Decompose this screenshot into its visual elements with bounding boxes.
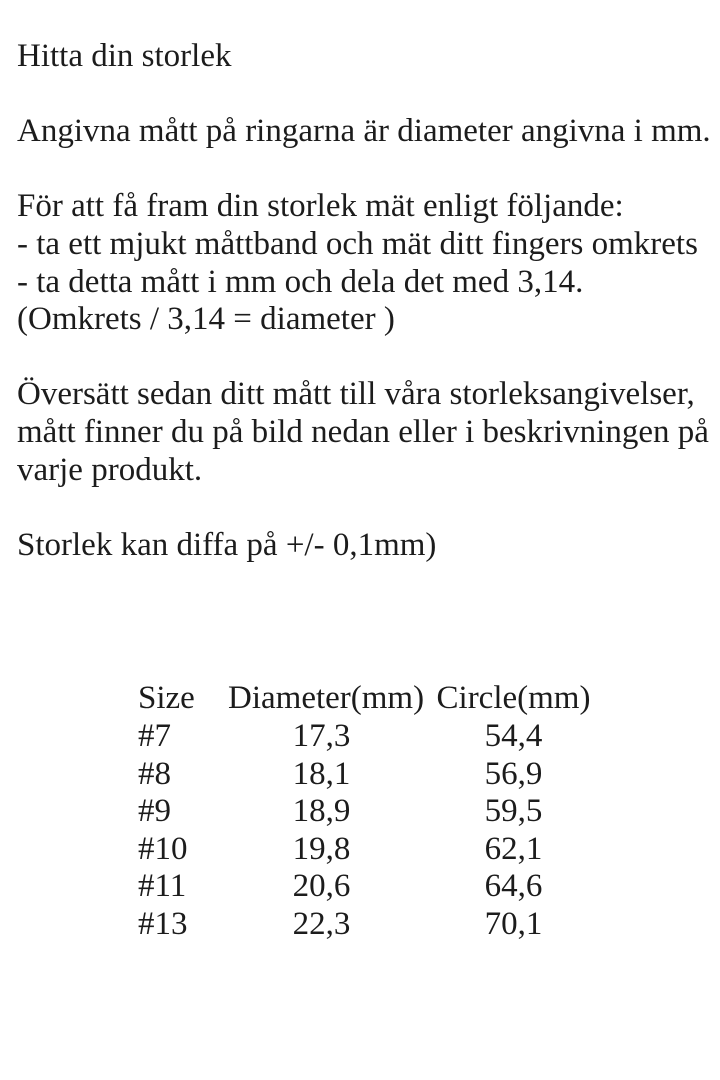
table-cell-circle: 59,5 [484, 793, 543, 830]
table-cell-size: #10 [138, 830, 188, 867]
table-row [138, 793, 720, 831]
paragraph-translate-sizes [17, 376, 720, 489]
table-header-diameter: Diameter(mm) [228, 680, 425, 717]
table-cell-diameter: 22,3 [292, 905, 351, 942]
table-cell-size: #7 [138, 717, 171, 754]
text-line: Angivna mått på ringarna är diameter angivna i mm. [17, 113, 711, 150]
paragraph-measure-note [17, 113, 720, 151]
table-header-size: Size [138, 680, 195, 717]
table-cell-diameter: 20,6 [292, 868, 351, 905]
table-cell-size: #11 [138, 868, 187, 905]
table-cell-circle: 56,9 [484, 755, 543, 792]
text-line: mått finner du på bild nedan eller i beskrivningen på [17, 413, 709, 450]
text-line: För att få fram din storlek mät enligt följande: [17, 188, 624, 225]
table-row [138, 868, 720, 906]
table-row [138, 756, 720, 794]
table-row [138, 831, 720, 869]
table-cell-size: #9 [138, 793, 171, 830]
page-title: Hitta din storlek [17, 38, 232, 74]
paragraph-tolerance [17, 527, 720, 565]
text-line: - ta ett mjukt måttband och mät ditt fingers omkrets [17, 225, 698, 262]
table-cell-diameter: 18,1 [292, 755, 351, 792]
table-cell-size: #8 [138, 755, 171, 792]
table-cell-diameter: 17,3 [292, 717, 351, 754]
paragraph-instructions [17, 188, 720, 338]
table-row [138, 718, 720, 756]
table-cell-circle: 54,4 [484, 717, 543, 754]
table-cell-diameter: 19,8 [292, 830, 351, 867]
table-cell-circle: 70,1 [484, 905, 543, 942]
table-header-row [138, 680, 720, 718]
table-header-circle: Circle(mm) [436, 680, 591, 717]
table-row [138, 906, 720, 944]
text-line: - ta detta mått i mm och dela det med 3,14. [17, 263, 584, 300]
table-cell-size: #13 [138, 905, 188, 942]
text-line: Storlek kan diffa på +/- 0,1mm) [17, 526, 437, 563]
text-line: (Omkrets / 3,14 = diameter ) [17, 301, 395, 338]
table-cell-diameter: 18,9 [292, 793, 351, 830]
text-line: varje produkt. [17, 451, 203, 488]
text-line: Översätt sedan ditt mått till våra storleksangivelser, [17, 376, 695, 413]
table-cell-circle: 62,1 [484, 830, 543, 867]
table-cell-circle: 64,6 [484, 868, 543, 905]
size-table [138, 680, 720, 943]
